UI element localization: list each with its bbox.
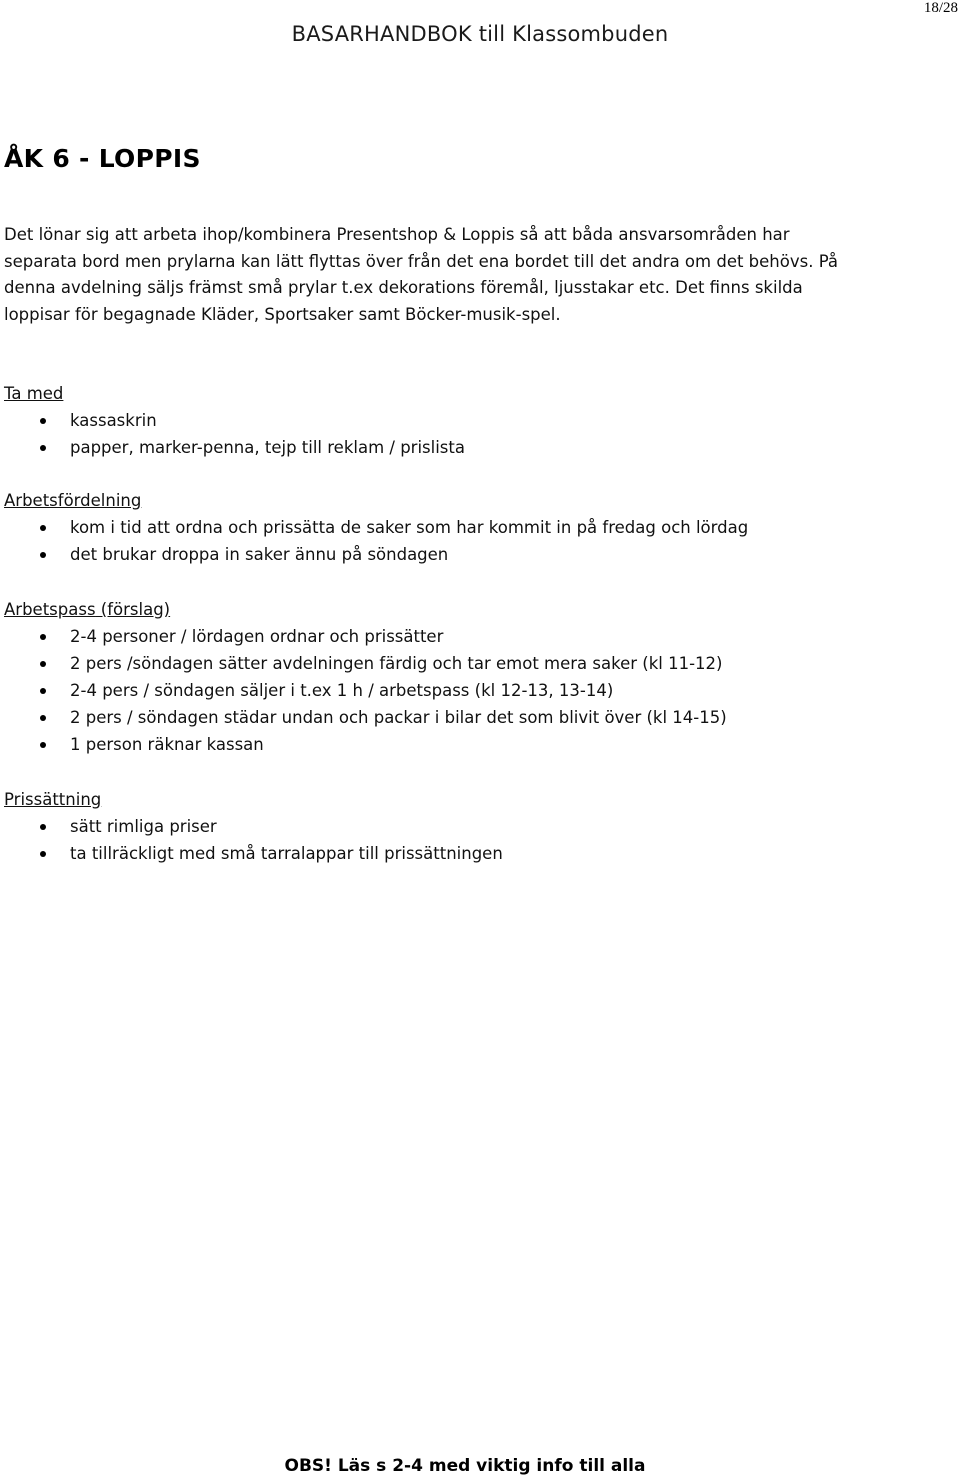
bullet-list	[4, 514, 944, 568]
section-arbetsfordelning	[4, 487, 944, 568]
document-header: BASARHANDBOK till Klassombuden	[291, 22, 669, 46]
list-item: 1 person räknar kassan	[4, 731, 944, 758]
page-title: ÅK 6 - LOPPIS	[4, 144, 201, 173]
intro-paragraph	[4, 222, 904, 328]
list-item: sätt rimliga priser	[4, 813, 944, 840]
intro-line: loppisar för begagnade Kläder, Sportsaker samt Böcker-musik-spel.	[4, 304, 561, 324]
list-item: papper, marker-penna, tejp till reklam / prislista	[4, 434, 944, 461]
list-item: kom i tid att ordna och prissätta de saker som har kommit in på fredag och lördag	[4, 514, 944, 541]
list-item: 2-4 pers / söndagen säljer i t.ex 1 h / arbetspass (kl 12-13, 13-14)	[4, 677, 944, 704]
footer-note: OBS! Läs s 2-4 med viktig info till alla	[284, 1456, 646, 1476]
heading-suffix: (förslag)	[95, 600, 171, 619]
list-item: 2 pers / söndagen städar undan och packar i bilar det som blivit över (kl 14-15)	[4, 704, 944, 731]
bullet-list	[4, 813, 944, 867]
list-item: kassaskrin	[4, 407, 944, 434]
intro-line: denna avdelning säljs främst små prylar t.ex dekorations föremål, ljusstakar etc. Det finns skilda	[4, 278, 803, 297]
section-heading: Ta med	[4, 384, 64, 403]
intro-line: Det lönar sig att arbeta ihop/kombinera Presentshop & Loppis så att båda ansvarsområden har	[4, 225, 790, 244]
intro-line: separata bord men prylarna kan lätt flyttas över från det ena bordet till det andra om det behövs. På	[4, 251, 839, 271]
section-heading: Arbetspass (förslag)	[4, 600, 171, 619]
bullet-list	[4, 623, 944, 758]
list-item: ta tillräckligt med små tarralappar till prissättningen	[4, 840, 944, 867]
section-heading: Prissättning	[4, 790, 102, 809]
page-number: 18/28	[923, 0, 958, 16]
section-ta-med	[4, 380, 944, 461]
list-item: det brukar droppa in saker ännu på söndagen	[4, 541, 944, 568]
section-arbetspass	[4, 596, 944, 758]
list-item: 2 pers /söndagen sätter avdelningen färdig och tar emot mera saker (kl 11-12)	[4, 650, 944, 677]
section-heading: Arbetsfördelning	[4, 491, 142, 510]
list-item: 2-4 personer / lördagen ordnar och prissätter	[4, 623, 944, 650]
bullet-list	[4, 407, 944, 461]
section-prissattning	[4, 786, 944, 867]
